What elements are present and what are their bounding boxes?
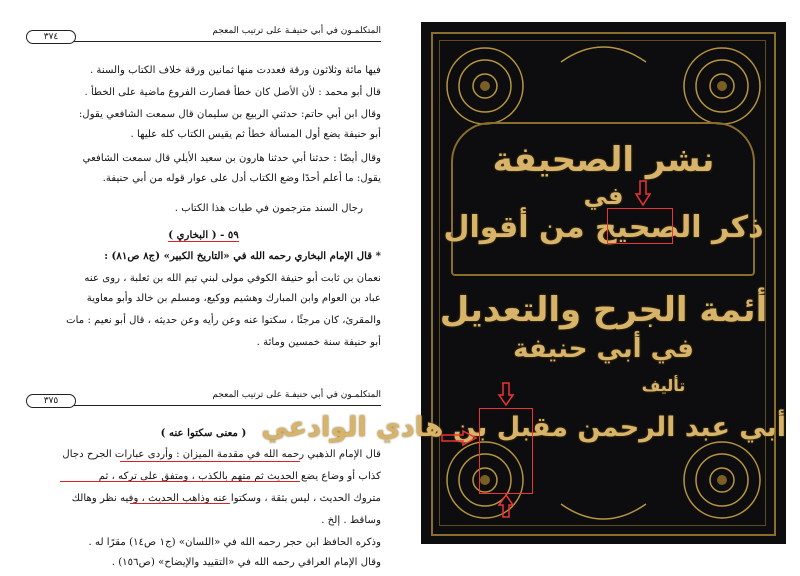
text-line: نعمان بن ثابت أبو حنيفة الكوفي مولى لبني تيم الله بن ثعلبة ، روى عنه <box>84 273 381 284</box>
text-line: متروك الحديث ، ليس بثقة ، وسكتوا عنه وذاهب الحديث ، وفيه نظر وهالك <box>71 493 381 504</box>
text-line: يقول: ما أعلم أحدًا وضع الكتاب أدل على عوار قوله من أبي حنيفة. <box>102 173 381 184</box>
cover-subtitle-line2: في أبي حنيفة <box>513 334 694 364</box>
page-number: ٣٧٥ <box>26 394 76 408</box>
text-line: عباد بن العوام وابن المبارك وهشيم ووكيع، ومسلم بن خالد وأبو معاوية <box>86 293 381 304</box>
text-line: وقال ابن أبي حاتم: حدثني الربيع بن سليمان قال سمعت الشافعي يقول: <box>78 109 381 120</box>
header-title: المتكلمـون في أبي حنيفـة على ترتيب المعجم <box>212 390 381 400</box>
quote-heading: * قال الإمام البخاري رحمه الله في «التاريخ الكبير» (ج٨ ص٨١) : <box>104 250 381 262</box>
text-line: كذاب أو وضاع يضع الحديث ثم متهم بالكذب ، ومتفق على تركه ، ثم <box>98 471 381 482</box>
red-underline <box>130 503 230 504</box>
cover-title-line3: ذكر الصحيح من أقوال <box>443 210 764 245</box>
cover-author-label: تأليف <box>641 376 686 395</box>
text-line: وقال أيضًا : حدثنا أبي حدثنا هارون بن سعيد الأيلي قال سمعت الشافعي <box>82 153 381 164</box>
text-line: والمقرئ، كان مرجئًا ، سكتوا عنه وعن رأيه وعن حديثه ، قال أبو نعيم : مات <box>66 315 381 326</box>
text-line: وقال الإمام العراقي رحمه الله في «التقييد والإيضاح» (ص١٥٦) . <box>111 557 381 568</box>
cover-title-line1: نشر الصحيفة <box>492 140 715 180</box>
text-line: أبو حنيفة سنة خمسين ومائة . <box>256 337 381 348</box>
text-line: وذكره الحافظ ابن حجر رحمه الله في «اللسان» (ج١ ص١٤) مقرًا له . <box>88 537 381 548</box>
cover-title-line2: في <box>583 182 624 210</box>
cover-author-name: أبي عبد الرحمن مقبل بن هادي الوادعي <box>261 412 786 443</box>
page-header <box>26 390 381 406</box>
header-rule <box>74 405 381 406</box>
text-line: أبو حنيفة يضع أول المسألة خطأ ثم يقيس الكتاب كله عليها . <box>130 129 381 140</box>
header-title: المتكلمـون في أبي حنيفـة على ترتيب المعجم <box>212 26 381 36</box>
page-header <box>26 26 381 42</box>
text-line: قال الإمام الذهبي رحمه الله في مقدمة الميزان : وأردى عبارات الجرح دجال <box>62 449 381 460</box>
text-line: رجال السند مترجمون في طيات هذا الكتاب . <box>174 203 363 214</box>
section-heading: ( معنى سكتوا عنه ) <box>160 427 247 439</box>
header-rule <box>74 41 381 42</box>
page-374-body <box>26 48 381 348</box>
arrow-down-icon <box>498 382 514 406</box>
red-underline <box>60 481 300 482</box>
text-line: وساقط . إلخ . <box>321 515 381 526</box>
text-line: قال أبو محمد : لأن الأصل كان خطأ فصارت الفروع ماضية على الخطأ . <box>84 87 381 98</box>
highlight-box <box>607 208 673 244</box>
arrow-up-icon <box>498 494 514 518</box>
arrow-right-icon <box>441 430 477 446</box>
cover-subtitle-line1: أئمة الجرح والتعديل <box>439 290 768 330</box>
text-line: فيها مائة وثلاثون ورقة فعددت منها ثمانين ورقة خلاف الكتاب والسنة . <box>89 65 381 76</box>
highlight-box <box>479 408 533 494</box>
arrow-down-icon <box>635 180 651 206</box>
page-number: ٣٧٤ <box>26 30 76 44</box>
entry-heading: ٥٩ - ( البخاري ) <box>168 229 239 241</box>
red-underline <box>120 461 300 462</box>
